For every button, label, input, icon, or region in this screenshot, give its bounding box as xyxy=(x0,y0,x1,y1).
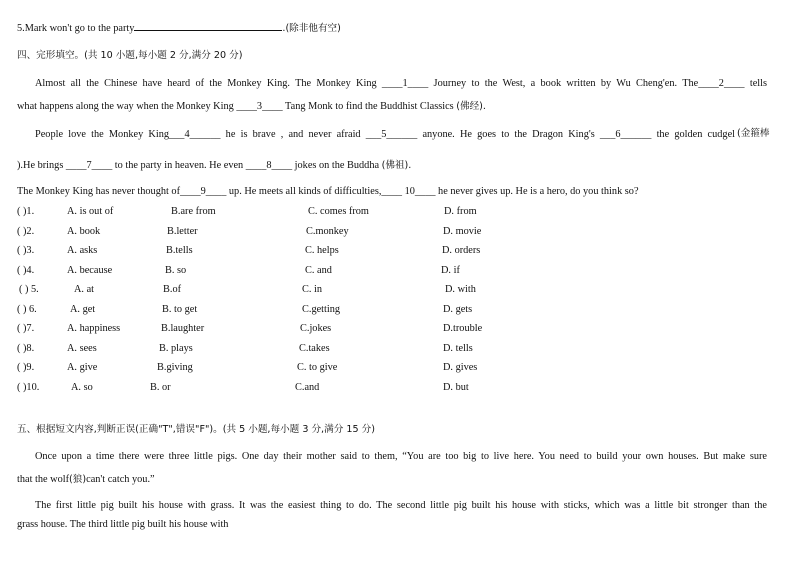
passage-5-line-2-text: that the wolf xyxy=(17,474,70,485)
option-row-4-b: B. so xyxy=(165,265,187,276)
option-row-9-b: B.giving xyxy=(157,362,193,373)
option-row-1-c: C. comes from xyxy=(308,206,369,217)
option-row-7-a: A. happiness xyxy=(67,323,121,334)
option-row-9-d: D. gives xyxy=(443,362,478,373)
passage-4-line-4 xyxy=(17,159,411,172)
passage-4-line-4-text: ).He brings ____7____ to the party in heaven. He even ____8____ jokes on the Buddha xyxy=(17,160,380,171)
option-row-6-a: A. get xyxy=(70,304,96,315)
option-row-10-b: B. or xyxy=(150,382,171,393)
option-row-6-d: D. gets xyxy=(443,304,473,315)
question-5-hint: .(除非他有空) xyxy=(282,23,341,34)
passage-4-line-1: Almost all the Chinese have heard of the Monkey King. The Monkey King ____1____ Journey to the West, a book written by Wu Cheng'en. The____2____ tells xyxy=(35,78,767,89)
passage-5-line-2-note: (狼) xyxy=(69,474,87,485)
option-row-2-number: ( )2. xyxy=(17,226,35,237)
option-row-1-a: A. is out of xyxy=(67,206,114,217)
option-row-4-a: A. because xyxy=(67,265,113,276)
option-row-3-d: D. orders xyxy=(442,245,481,256)
option-row-8-a: A. sees xyxy=(67,343,97,354)
question-5-line xyxy=(17,21,341,35)
passage-5-line-2-end: can't catch you.” xyxy=(86,474,155,485)
option-row-10-c: C.and xyxy=(295,382,320,393)
passage-4-line-3: People love the Monkey King___4______ he is brave , and never afraid ___5______ anyone. He goes to the Dragon King's ___6______ the golden cudgel xyxy=(35,129,735,140)
option-row-9-c: C. to give xyxy=(297,362,338,373)
option-row-5-a: A. at xyxy=(74,284,95,295)
passage-4-line-2-note: (佛经). xyxy=(456,101,486,112)
option-row-2-a: A. book xyxy=(67,226,101,237)
option-row-7-d: D.trouble xyxy=(443,323,483,334)
option-row-8-b: B. plays xyxy=(159,343,193,354)
passage-4-line-2-text: what happens along the way when the Monkey King ____3____ Tang Monk to find the Buddhist Classics xyxy=(17,101,454,112)
passage-5-line-2 xyxy=(17,473,155,486)
option-row-8-c: C.takes xyxy=(299,343,330,354)
option-row-2-d: D. movie xyxy=(443,226,482,237)
option-row-6-c: C.getting xyxy=(302,304,341,315)
section-4-heading: 四、完形填空。(共 10 小题,每小题 2 分,满分 20 分) xyxy=(17,50,243,61)
option-row-5-c: C. in xyxy=(302,284,323,295)
passage-4-line-4-note: (佛祖). xyxy=(381,160,412,171)
passage-4-line-2 xyxy=(17,100,486,113)
option-row-4-number: ( )4. xyxy=(17,265,35,276)
option-row-9-number: ( )9. xyxy=(17,362,35,373)
option-row-10-a: A. so xyxy=(71,382,93,393)
option-row-2-b: B.letter xyxy=(167,226,198,237)
option-row-3-c: C. helps xyxy=(305,245,339,256)
option-row-1-b: B.are from xyxy=(171,206,216,217)
option-row-8-d: D. tells xyxy=(443,343,473,354)
passage-4-line-3-note: (金箍棒 xyxy=(737,128,770,139)
option-row-3-number: ( )3. xyxy=(17,245,35,256)
passage-5-line-3: The first little pig built his house with grass. It was the easiest thing to do. The second little pig built his house with sticks, which was a little bit stronger than the xyxy=(35,500,767,511)
question-5-text: 5.Mark won't go to the party xyxy=(17,23,135,34)
option-row-5-number: ( ) 5. xyxy=(19,284,39,295)
option-row-3-b: B.tells xyxy=(166,245,193,256)
passage-5-line-1: Once upon a time there were three little pigs. One day their mother said to them, “You are too big to live here. You need to build your own houses. But make sure xyxy=(35,451,767,462)
option-row-1-d: D. from xyxy=(444,206,477,217)
option-row-8-number: ( )8. xyxy=(17,343,35,354)
option-row-10-d: D. but xyxy=(443,382,469,393)
option-row-6-b: B. to get xyxy=(162,304,198,315)
option-row-5-d: D. with xyxy=(445,284,476,295)
option-row-5-b: B.of xyxy=(163,284,182,295)
option-row-2-c: C.monkey xyxy=(306,226,349,237)
option-row-4-d: D. if xyxy=(441,265,460,276)
section-5-heading: 五、根据短文内容,判断正误(正确"T",错误"F")。(共 5 小题,每小题 3 分,满分 15 分) xyxy=(17,424,375,435)
option-row-9-a: A. give xyxy=(67,362,98,373)
option-row-7-c: C.jokes xyxy=(300,323,332,334)
option-row-7-number: ( )7. xyxy=(17,323,35,334)
answer-blank xyxy=(134,21,282,31)
option-row-3-a: A. asks xyxy=(67,245,98,256)
passage-4-line-5: The Monkey King has never thought of____9____ up. He meets all kinds of difficulties,____ 10____ he never gives up. He is a hero, do you think so? xyxy=(17,186,639,197)
option-row-10-number: ( )10. xyxy=(17,382,40,393)
passage-5-line-4: grass house. The third little pig built his house with xyxy=(17,519,229,530)
option-row-1-number: ( )1. xyxy=(17,206,35,217)
option-row-4-c: C. and xyxy=(305,265,332,276)
option-row-6-number: ( ) 6. xyxy=(17,304,37,315)
option-row-7-b: B.laughter xyxy=(161,323,205,334)
